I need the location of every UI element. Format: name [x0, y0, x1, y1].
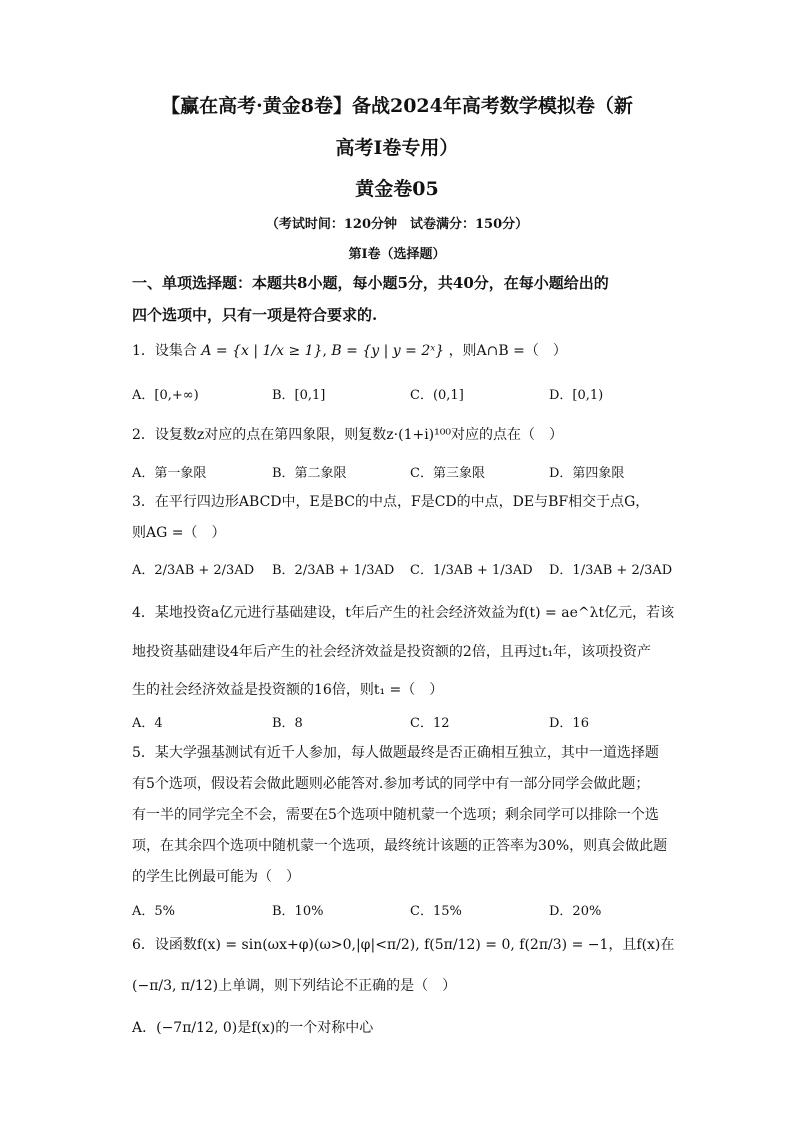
- q4-option-a: A．4: [132, 716, 163, 731]
- exam-title-line1: 【赢在高考·黄金8卷】备战2024年高考数学模拟卷（新: [161, 95, 633, 117]
- q2-option-d: D．第四象限: [549, 466, 625, 481]
- section1-instruction-line2: 四个选项中，只有一项是符合要求的.: [132, 306, 378, 324]
- question-5-line3: 有一半的同学完全不会，需要在5个选项中随机蒙一个选项；剩余同学可以排除一个选: [132, 807, 659, 823]
- question-1: 1．设集合 A = {x | 1/x ≥ 1}, B = {y | y = 2ˣ} ，则A∩B =（ ）: [132, 343, 567, 359]
- question-5-line1: 5．某大学强基测试有近千人参加，每人做题最终是否正确相互独立，其中一道选择题: [132, 745, 659, 761]
- question-5-line2: 有5个选项，假设若会做此题则必能答对.参加考试的同学中有一部分同学会做此题；: [132, 776, 650, 792]
- q3-option-c: C．1/3AB + 1/3AD: [410, 563, 533, 578]
- q4-option-b: B．8: [272, 716, 303, 731]
- q5-option-b: B．10%: [272, 904, 324, 919]
- question-4-line1: 4．某地投资a亿元进行基础建设，t年后产生的社会经济效益为f(t) = ae^λt亿元，若该: [132, 605, 675, 621]
- question-5-line4: 项，在其余四个选项中随机蒙一个选项，最终统计该题的正答率为30%，则真会做此题: [132, 838, 668, 854]
- q1-set-b: B = {y | y = 2ˣ}: [331, 343, 445, 359]
- q5-option-c: C．15%: [410, 904, 462, 919]
- q3-option-b: B．2/3AB + 1/3AD: [272, 563, 395, 578]
- q2-option-b: B．第二象限: [272, 466, 347, 481]
- q2-option-c: C．第三象限: [410, 466, 485, 481]
- q2-option-a: A．第一象限: [132, 466, 207, 481]
- q1-prefix: 1．设集合: [132, 343, 197, 359]
- q5-option-a: A．5%: [132, 904, 176, 919]
- question-4-line3: 生的社会经济效益是投资额的16倍，则t₁ =（ ）: [132, 682, 444, 698]
- exam-info: （考试时间：120分钟 试卷满分：150分）: [265, 217, 529, 232]
- q5-option-d: D．20%: [549, 904, 602, 919]
- question-6-line2: (−π/3, π/12)上单调，则下列结论不正确的是（ ）: [132, 978, 457, 994]
- q1-option-c: C．(0,1]: [410, 388, 464, 403]
- question-2: 2．设复数z对应的点在第四象限，则复数z·(1+i)¹⁰⁰对应的点在（ ）: [132, 427, 563, 443]
- q1-set-a: A = {x | 1/x ≥ 1}: [201, 343, 323, 359]
- question-4-line2: 地投资基础建设4年后产生的社会经济效益是投资额的2倍，且再过t₁年，该项投资产: [132, 644, 652, 660]
- exam-title-line2: 高考Ⅰ卷专用）: [335, 137, 459, 159]
- section1-instruction-line1: 一、单项选择题：本题共8小题，每小题5分，共40分，在每小题给出的: [132, 274, 609, 292]
- q4-option-c: C．12: [410, 716, 450, 731]
- question-3-line2: 则AG =（ ）: [132, 525, 226, 541]
- q1-option-d: D．[0,1): [549, 388, 604, 403]
- part-heading: 第Ⅰ卷（选择题）: [348, 247, 446, 262]
- q1-suffix: ，则A∩B =（ ）: [448, 343, 567, 359]
- question-3-line1: 3．在平行四边形ABCD中，E是BC的中点，F是CD的中点，DE与BF相交于点G，: [132, 494, 650, 510]
- q1-option-a: A．[0,+∞): [132, 388, 199, 403]
- q3-option-a: A．2/3AB + 2/3AD: [132, 563, 255, 578]
- question-6-line1: 6．设函数f(x) = sin(ωx+φ)(ω>0,|φ|<π/2), f(5π/12) = 0, f(2π/3) = −1，且f(x)在: [132, 937, 675, 953]
- q4-option-d: D．16: [549, 716, 589, 731]
- q6-option-a: A．(−7π/12, 0)是f(x)的一个对称中心: [132, 1020, 374, 1036]
- question-5-line5: 的学生比例最可能为（ ）: [132, 869, 300, 885]
- q1-option-b: B．[0,1]: [272, 388, 326, 403]
- paper-name: 黄金卷05: [355, 178, 439, 200]
- q3-option-d: D．1/3AB + 2/3AD: [549, 563, 673, 578]
